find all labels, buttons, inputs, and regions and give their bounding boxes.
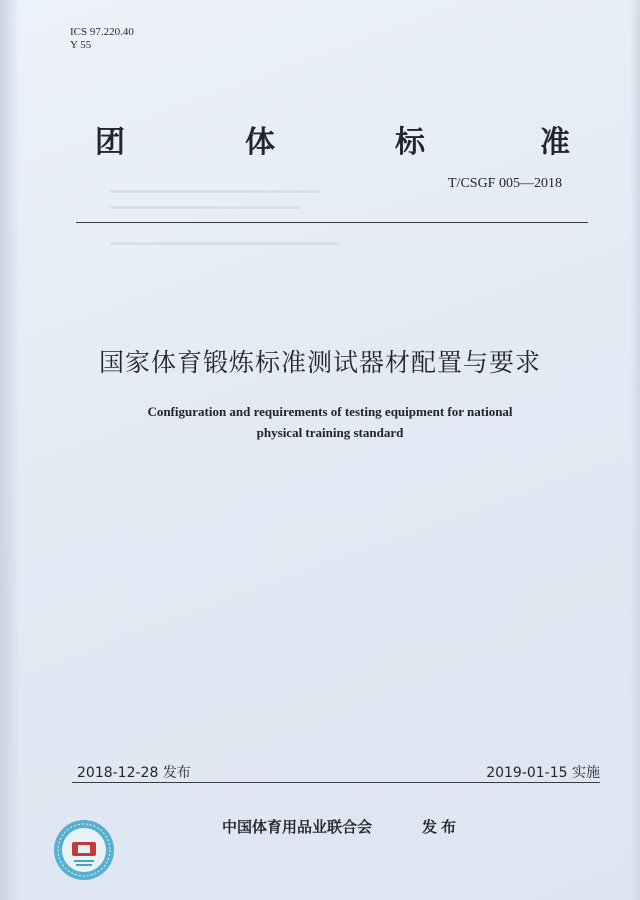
document-title-chinese: 国家体育锻炼标准测试器材配置与要求 bbox=[98, 348, 541, 377]
bleed-through-line bbox=[110, 190, 320, 193]
implementation-date: 2019-01-15 实施 bbox=[486, 765, 600, 781]
header-divider bbox=[76, 222, 588, 223]
issuing-organization: 中国体育用品业联合会 bbox=[222, 818, 373, 836]
anti-counterfeit-seal-icon bbox=[52, 818, 116, 882]
standard-number: T/CSGF 005—2018 bbox=[448, 176, 562, 191]
classification-codes bbox=[70, 26, 134, 52]
english-title-line-2: physical training standard bbox=[256, 425, 404, 440]
footer-divider bbox=[72, 782, 600, 783]
document-title-english bbox=[95, 401, 565, 443]
heading-char-1: 团 bbox=[95, 125, 125, 160]
heading-char-3: 标 bbox=[395, 125, 425, 160]
bleed-through-line bbox=[110, 206, 300, 209]
bleed-through-line bbox=[110, 242, 340, 245]
english-title-line-1: Configuration and requirements of testing equipment for national bbox=[147, 404, 513, 419]
ccs-code: Y 55 bbox=[70, 39, 92, 51]
issue-label: 发布 bbox=[422, 818, 461, 836]
ics-code: ICS 97.220.40 bbox=[70, 26, 134, 38]
heading-char-4: 准 bbox=[540, 125, 570, 160]
document-type-heading bbox=[95, 117, 575, 161]
heading-char-2: 体 bbox=[245, 125, 275, 160]
release-date: 2018-12-28 发布 bbox=[77, 765, 191, 781]
